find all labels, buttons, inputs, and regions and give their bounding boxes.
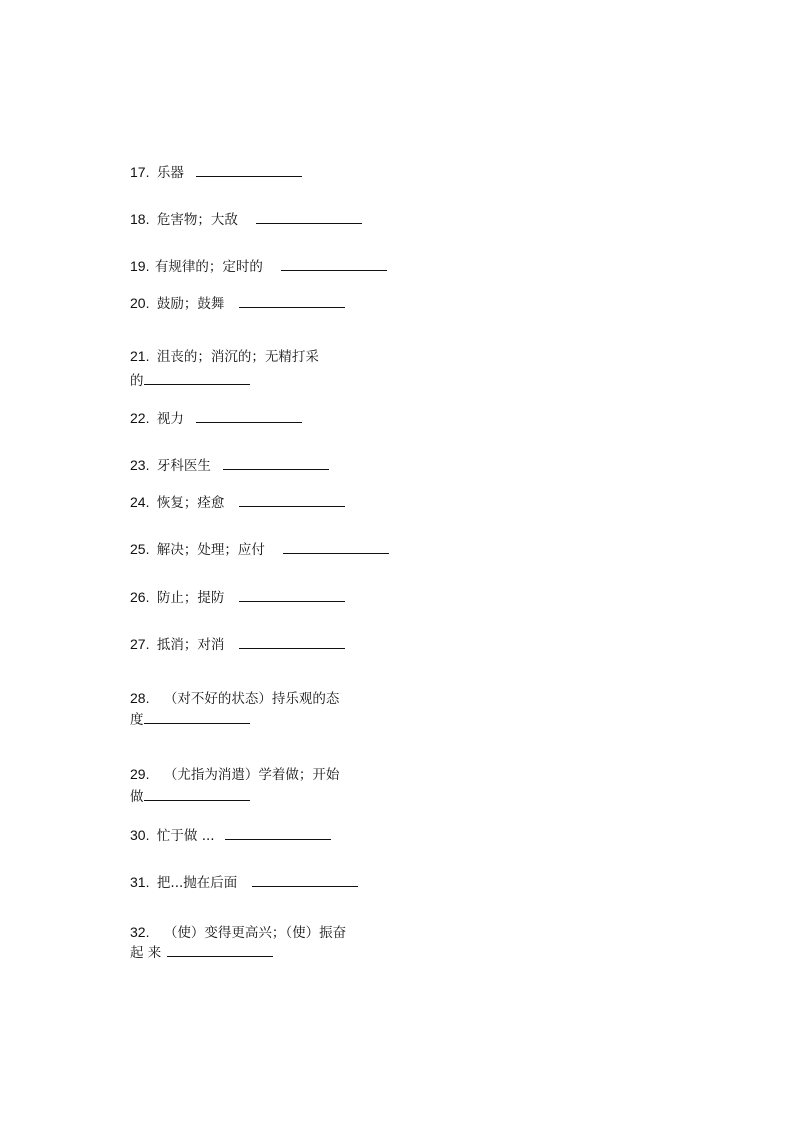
- vocab-item-21-continued: [130, 370, 250, 392]
- answer-blank[interactable]: [196, 162, 302, 177]
- item-number: 19.: [130, 258, 150, 274]
- vocab-item-32-continued: [130, 942, 273, 964]
- vocab-item-31: [130, 872, 358, 894]
- vocab-item-18: [130, 209, 362, 231]
- item-number: 18.: [130, 211, 150, 227]
- item-definition: 抵消；对消: [156, 637, 225, 653]
- answer-blank[interactable]: [196, 408, 302, 423]
- item-number: 23.: [130, 457, 150, 473]
- item-number: 29.: [130, 766, 150, 782]
- item-definition: 视力: [156, 411, 184, 427]
- vocab-item-29: [130, 764, 339, 786]
- vocab-item-32: [130, 922, 346, 944]
- item-number: 17.: [130, 164, 150, 180]
- item-definition: 防止；提防: [156, 590, 225, 606]
- item-definition-continued: 起 来: [130, 945, 162, 961]
- answer-blank[interactable]: [256, 209, 362, 224]
- item-number: 21.: [130, 348, 150, 364]
- answer-blank[interactable]: [239, 634, 345, 649]
- answer-blank[interactable]: [281, 256, 387, 271]
- item-definition-continued: 度: [130, 712, 144, 728]
- item-definition: 有规律的；定时的: [154, 259, 263, 275]
- item-definition: （对不好的状态）持乐观的态: [163, 691, 340, 707]
- item-definition: （尤指为消遣）学着做；开始: [163, 767, 340, 783]
- vocab-item-23: [130, 455, 329, 477]
- answer-blank[interactable]: [239, 587, 345, 602]
- answer-blank[interactable]: [144, 370, 250, 385]
- item-number: 20.: [130, 295, 150, 311]
- item-number: 28.: [130, 690, 150, 706]
- vocab-item-21: [130, 346, 319, 368]
- item-definition: 恢复；痊愈: [156, 495, 225, 511]
- item-definition: 鼓励；鼓舞: [156, 296, 225, 312]
- item-definition: 牙科医生: [156, 458, 211, 474]
- item-definition: 乐器: [156, 165, 184, 181]
- item-number: 30.: [130, 827, 150, 843]
- vocab-item-26: [130, 587, 345, 609]
- item-definition: 解决；处理；应付: [156, 542, 265, 558]
- item-number: 32.: [130, 924, 150, 940]
- item-number: 31.: [130, 874, 150, 890]
- vocab-item-30: [130, 825, 331, 847]
- answer-blank[interactable]: [223, 455, 329, 470]
- item-definition: 危害物；大敌: [156, 212, 238, 228]
- answer-blank[interactable]: [167, 942, 273, 957]
- vocab-item-19: [130, 256, 387, 278]
- vocab-item-24: [130, 492, 345, 514]
- item-definition: 忙于做 ...: [156, 828, 215, 844]
- vocab-item-20: [130, 293, 345, 315]
- item-definition-continued: 做: [130, 789, 144, 805]
- vocab-item-28-continued: [130, 709, 250, 731]
- item-number: 22.: [130, 410, 150, 426]
- vocab-item-27: [130, 634, 345, 656]
- vocab-item-17: [130, 162, 302, 184]
- answer-blank[interactable]: [252, 872, 358, 887]
- answer-blank[interactable]: [239, 293, 345, 308]
- vocab-item-22: [130, 408, 302, 430]
- vocab-item-25: [130, 539, 389, 561]
- item-number: 25.: [130, 541, 150, 557]
- vocab-item-28: [130, 688, 339, 710]
- answer-blank[interactable]: [283, 539, 389, 554]
- item-definition: 沮丧的；消沉的；无精打采: [156, 349, 319, 365]
- item-number: 24.: [130, 494, 150, 510]
- vocab-item-29-continued: [130, 786, 250, 808]
- item-definition: （使）变得更高兴；（使）振奋: [163, 925, 347, 941]
- answer-blank[interactable]: [225, 825, 331, 840]
- answer-blank[interactable]: [239, 492, 345, 507]
- item-number: 26.: [130, 589, 150, 605]
- item-definition: 把...抛在后面: [156, 875, 238, 891]
- answer-blank[interactable]: [144, 709, 250, 724]
- item-definition-continued: 的: [130, 373, 144, 389]
- item-number: 27.: [130, 636, 150, 652]
- answer-blank[interactable]: [144, 786, 250, 801]
